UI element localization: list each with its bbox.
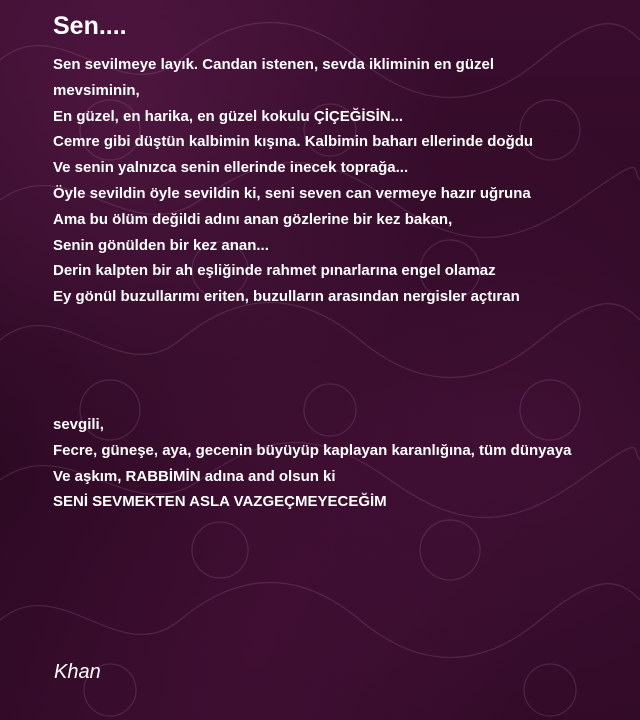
poem-line: Ey gönül buzullarımı eriten, buzulların arasından nergisler açtıran [53, 288, 520, 306]
poem-line: Öyle sevildin öyle sevildin ki, seni seven can vermeye hazır uğruna [53, 184, 531, 202]
poem-line: Ama bu ölüm değildi adını anan gözlerine bir kez bakan, [53, 210, 453, 228]
poem-line: Senin gönülden bir kez anan... [53, 236, 269, 254]
poem-author: Khan [54, 661, 101, 683]
poem-line: sevgili, [53, 416, 104, 433]
poem-stanza-1 [53, 52, 633, 310]
poem-line: Sen sevilmeye layık. Candan istenen, sevda ikliminin en güzel [53, 56, 495, 73]
poem-line: SENİ SEVMEKTEN ASLA VAZGEÇMEYECEĞİM [53, 493, 387, 511]
poem-line: En güzel, en harika, en güzel kokulu ÇİÇEĞİSİN... [53, 107, 404, 125]
poem-stanza-2 [53, 412, 633, 515]
poem-line: Derin kalpten bir ah eşliğinde rahmet pınarlarına engel olamaz [53, 262, 496, 280]
poem-line: Ve senin yalnızca senin ellerinde inecek toprağa... [53, 159, 409, 177]
poem-line: Cemre gibi düştün kalbimin kışına. Kalbimin baharı ellerinde doğdu [53, 133, 534, 151]
poem-title: Sen.... [53, 12, 127, 40]
poem-line: mevsiminin, [53, 81, 140, 99]
poem-line: Fecre, güneşe, aya, gecenin büyüyüp kaplayan karanlığına, tüm dünyaya [53, 441, 572, 459]
poem-line: Ve aşkım, RABBİMİN adına and olsun ki [53, 467, 336, 485]
